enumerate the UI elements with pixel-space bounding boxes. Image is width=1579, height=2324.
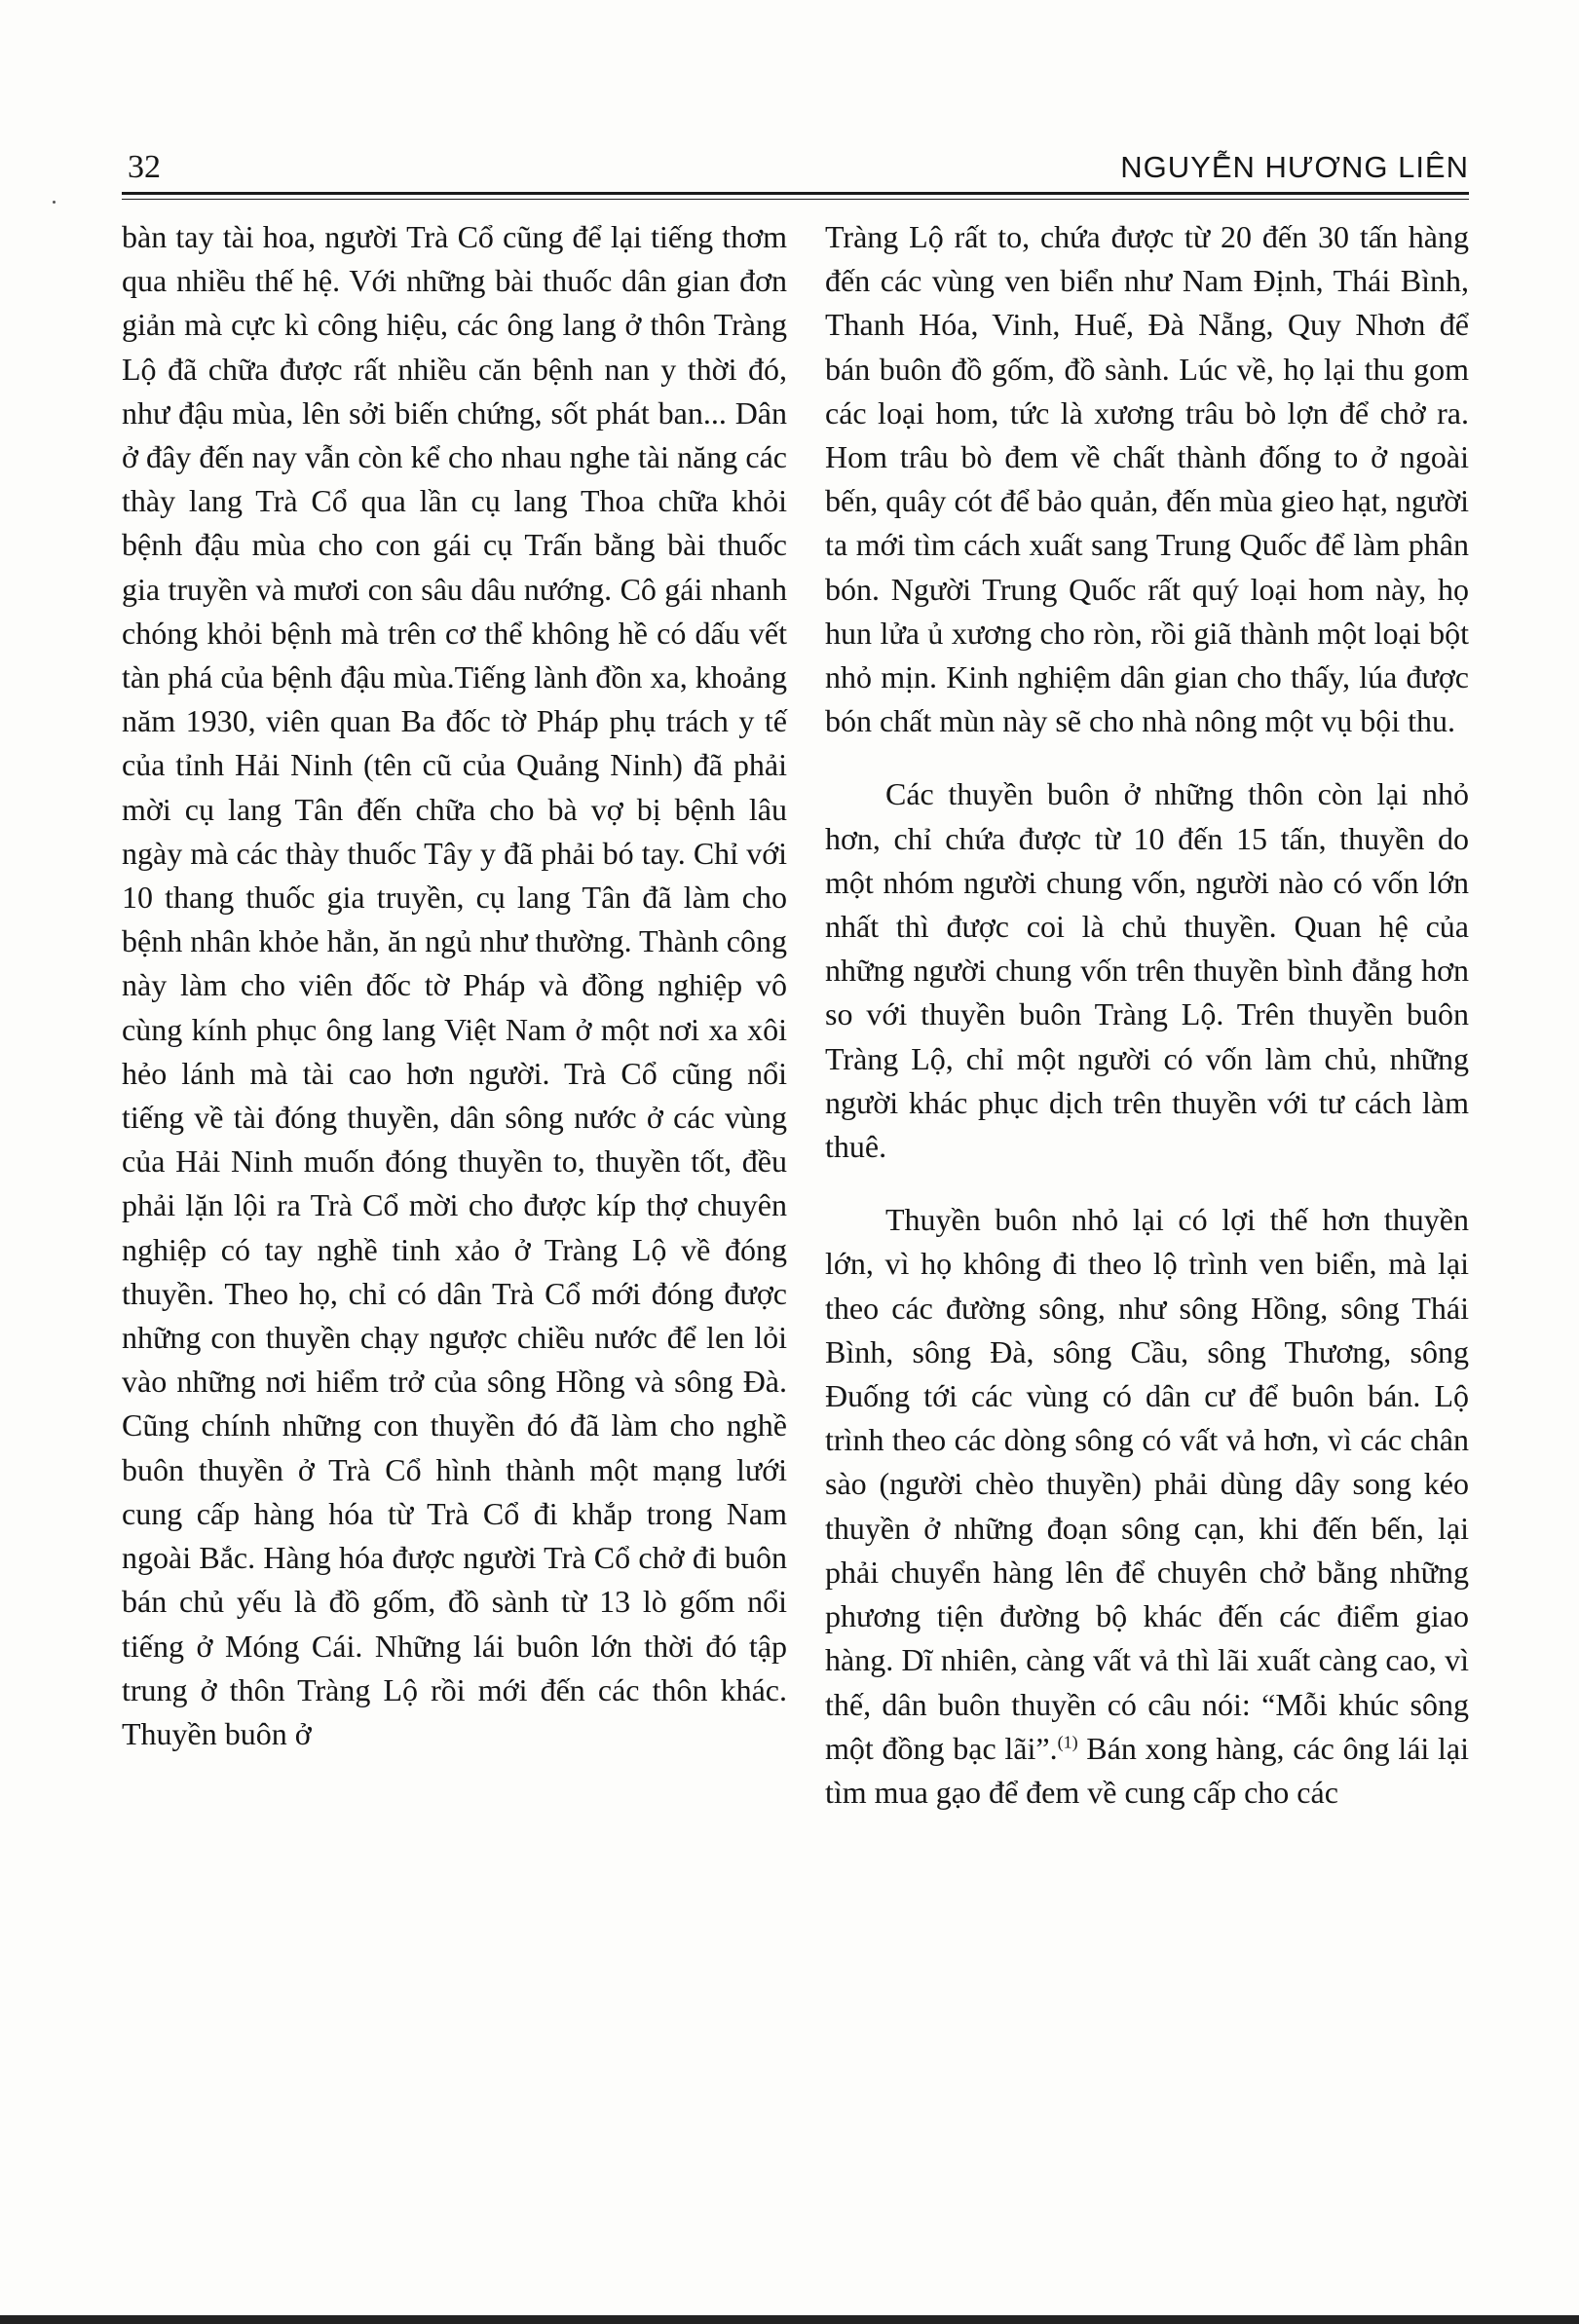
header-rule-thin xyxy=(122,199,1469,200)
scan-bottom-edge xyxy=(0,2315,1579,2324)
left-column xyxy=(122,215,787,1756)
right-column xyxy=(825,215,1469,1815)
right-paragraph-3-text: Thuyền buôn nhỏ lại có lợi thế hơn thuyền lớn, vì họ không đi theo lộ trình ven biển, mà lại theo các đường sông, như sông Hồng, sông Thái Bình, sông Đà, sông Cầu, sông Thương, sông Đuống tới các vùng có dân cư để buôn bán. Lộ trình theo các dòng sông có vất vả hơn, vì các chân sào (người chèo thuyền) phải dùng dây song kéo thuyền ở những đoạn sông cạn, khi đến bến, lại phải chuyển hàng lên để chuyên chở bằng những phương tiện đường bộ khác đến các điểm giao hàng. Dĩ nhiên, càng vất vả thì lãi xuất càng cao, vì thế, dân buôn thuyền có câu nói: “Mỗi khúc sông một đồng bạc lãi”. xyxy=(825,1202,1469,1766)
paragraph-gap xyxy=(825,743,1469,772)
paragraph-gap xyxy=(825,1169,1469,1198)
footnote-reference[interactable]: (1) xyxy=(1057,1732,1078,1752)
right-paragraph-1: Tràng Lộ rất to, chứa được từ 20 đến 30 tấn hàng đến các vùng ven biển như Nam Định, Thái Bình, Thanh Hóa, Vinh, Huế, Đà Nẵng, Quy Nhơn để bán buôn đồ gốm, đồ sành. Lúc về, họ lại thu gom các loại hom, tức là xương trâu bò lợn để chở ra. Hom trâu bò đem về chất thành đống to ở ngoài bến, quây cót để bảo quản, đến mùa gieo hạt, người ta mới tìm cách xuất sang Trung Quốc để làm phân bón. Người Trung Quốc rất quý loại hom này, họ hun lửa ủ xương cho ròn, rồi giã thành một loại bột nhỏ mịn. Kinh nghiệm dân gian cho thấy, lúa được bón chất mùn này sẽ cho nhà nông một vụ bội thu. xyxy=(825,219,1469,739)
left-paragraph-1: bàn tay tài hoa, người Trà Cổ cũng để lại tiếng thơm qua nhiều thế hệ. Với những bài thuốc dân gian đơn giản mà cực kì công hiệu, các ông lang ở thôn Tràng Lộ đã chữa được rất nhiều căn bệnh nan y thời đó, như đậu mùa, lên sởi biến chứng, sốt phát ban... Dân ở đây đến nay vẫn còn kể cho nhau nghe tài năng các thày lang Trà Cổ qua lần cụ lang Thoa chữa khỏi bệnh đậu mùa cho con gái cụ Trấn bằng bài thuốc gia truyền và mươi con sâu dâu nướng. Cô gái nhanh chóng khỏi bệnh mà trên cơ thể không hề có dấu vết tàn phá của bệnh đậu mùa.Tiếng lành đồn xa, khoảng năm 1930, viên quan Ba đốc tờ Pháp phụ trách y tế của tỉnh Hải Ninh (tên cũ của Quảng Ninh) đã phải mời cụ lang Tân đến chữa cho bà vợ bị bệnh lâu ngày mà các thày thuốc Tây y đã phải bó tay. Chỉ với 10 thang thuốc gia truyền, cụ lang Tân đã làm cho bệnh nhân khỏe hẳn, ăn ngủ như thường. Thành công này làm cho viên đốc tờ Pháp và đồng nghiệp vô cùng kính phục ông lang Việt Nam ở một nơi xa xôi hẻo lánh mà tài cao hơn người. Trà Cổ cũng nổi tiếng về tài đóng thuyền, dân sông nước ở các vùng của Hải Ninh muốn đóng thuyền to, thuyền tốt, đều phải lặn lội ra Trà Cổ mời cho được kíp thợ chuyên nghiệp có tay nghề tinh xảo ở Tràng Lộ về đóng thuyền. Theo họ, chỉ có dân Trà Cổ mới đóng được những con thuyền chạy ngược chiều nước để len lỏi vào những nơi hiểm trở của sông Hồng và sông Đà. Cũng chính những con thuyền đó đã làm cho nghề buôn thuyền ở Trà Cổ hình thành một mạng lưới cung cấp hàng hóa từ Trà Cổ đi khắp trong Nam ngoài Bắc. Hàng hóa được người Trà Cổ chở đi buôn bán chủ yếu là đồ gốm, đồ sành từ 13 lò gốm nổi tiếng ở Móng Cái. Những lái buôn lớn thời đó tập trung ở thôn Tràng Lộ rồi mới đến các thôn khác. Thuyền buôn ở xyxy=(122,219,787,1751)
header-rule-thick xyxy=(122,192,1469,195)
right-paragraph-2: Các thuyền buôn ở những thôn còn lại nhỏ hơn, chỉ chứa được từ 10 đến 15 tấn, thuyền do một nhóm người chung vốn, người nào có vốn lớn nhất thì được coi là chủ thuyền. Quan hệ của những người chung vốn trên thuyền bình đẳng hơn so với thuyền buôn Tràng Lộ. Trên thuyền buôn Tràng Lộ, chỉ một người có vốn làm chủ, những người khác phục dịch trên thuyền với tư cách làm thuê. xyxy=(825,776,1469,1165)
right-paragraph-3-continuation: Bán xong hàng, các ông lái lại tìm mua gạo để đem về cung cấp cho các xyxy=(825,1730,1470,1810)
page-number: 32 xyxy=(128,149,161,185)
scan-speck xyxy=(53,201,56,204)
page-header xyxy=(122,146,1469,189)
running-title: NGUYỄN HƯƠNG LIÊN xyxy=(1120,150,1469,184)
right-paragraph-3 xyxy=(825,1198,1469,1815)
